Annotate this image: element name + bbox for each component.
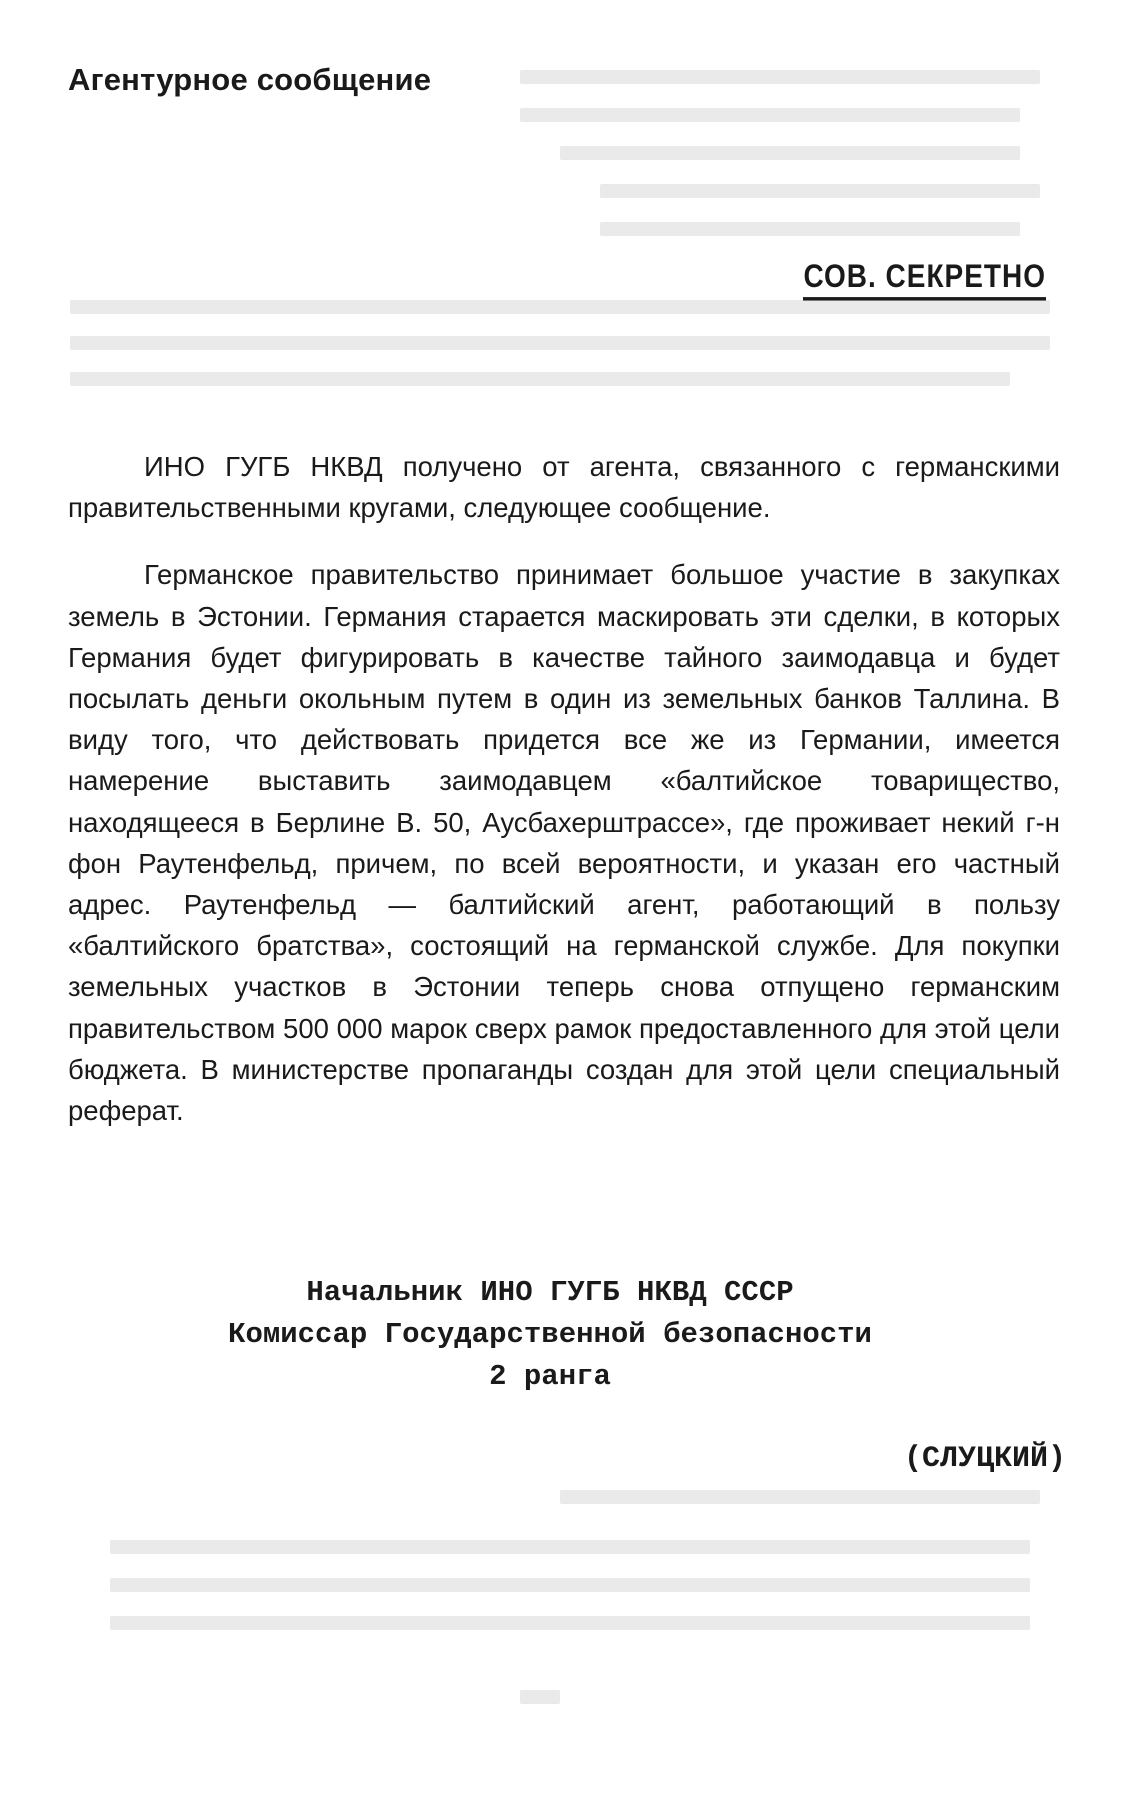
signature-title-line-1: Начальник ИНО ГУГБ НКВД СССР — [306, 1276, 794, 1309]
signatory-name: (СЛУЦКИЙ) — [903, 1442, 1066, 1476]
classification-stamp: СОВ. СЕКРЕТНО — [803, 258, 1046, 301]
document-body — [68, 446, 1060, 1131]
signature-title-line-3: 2 ранга — [489, 1360, 611, 1393]
signature-block — [120, 1272, 980, 1398]
document-heading: Агентурное сообщение — [68, 62, 432, 97]
signature-title-line-2: Комиссар Государственной безопасности — [228, 1318, 872, 1351]
paragraph-intro: ИНО ГУГБ НКВД получено от агента, связанного с германскими правительственными кругами, следующее сообщение. — [68, 451, 1060, 524]
paragraph-main: Германское правительство принимает большое участие в закупках земель в Эстонии. Германия старается маскировать эти сделки, в которых Германия будет фигурировать в качестве тайного заимодавца и будет посылать деньги окольным путем в один из земельных банков Таллина. В виду того, что действовать придется все же из Германии, имеется намерение выставить заимодавцем «балтийское товарищество, находящееся в Берлине В. 50, Аусбахерштрассе», где проживает некий г-н фон Раутенфельд, причем, по всей вероятности, и указан его частный адрес. Раутенфельд — балтийский агент, работающий в пользу «балтийского братства», состоящий на германской службе. Для покупки земельных участков в Эстонии теперь снова отпущено германским правительством 500 000 марок сверх рамок предоставленного для этой цели бюджета. В министерстве пропаганды создан для этой цели специальный реферат. — [68, 559, 1060, 1127]
